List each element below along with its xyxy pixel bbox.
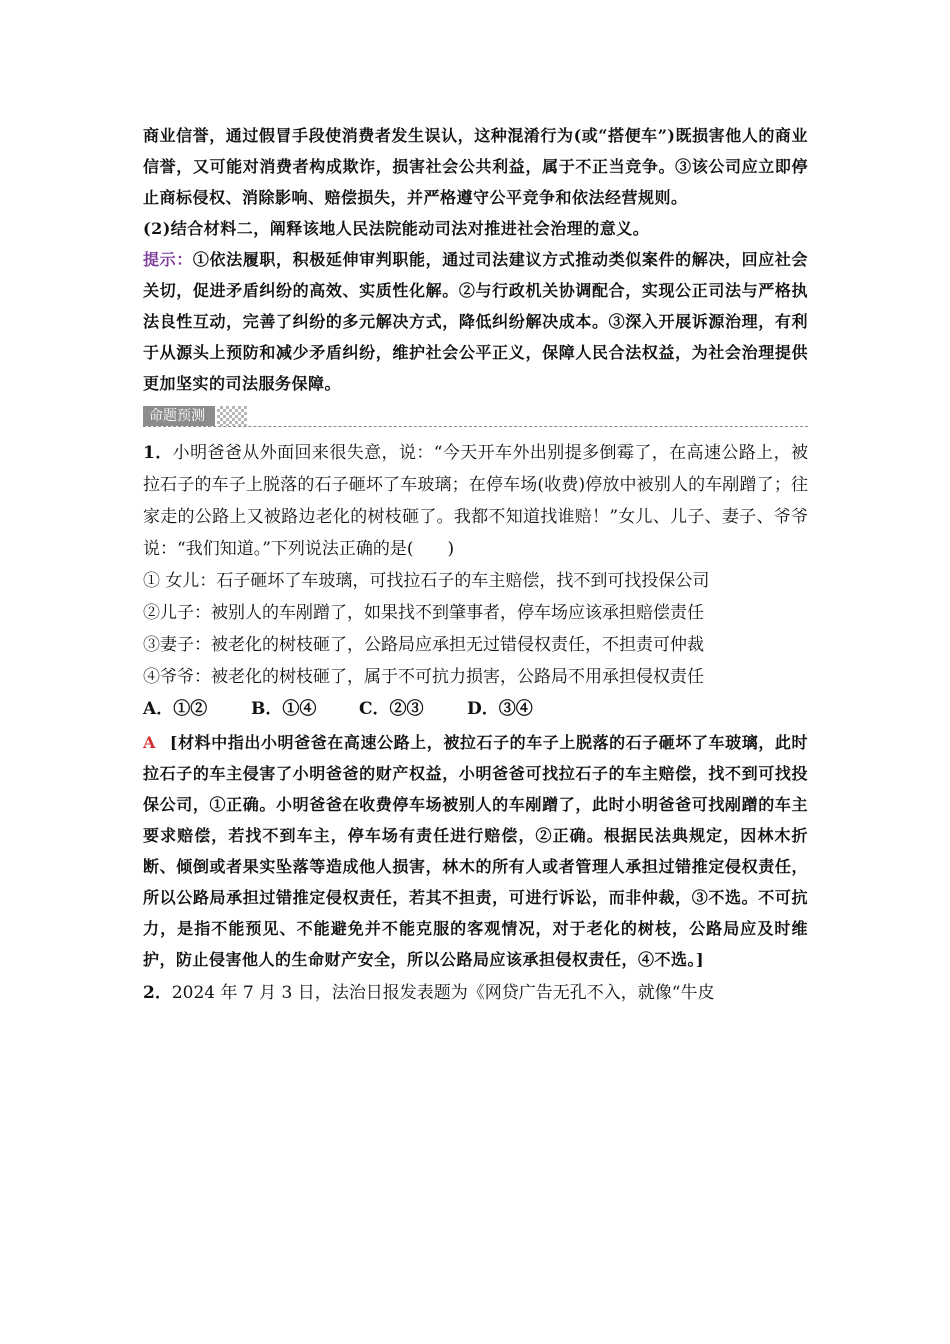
choice-d: D．③④: [467, 699, 533, 719]
section-header: [143, 405, 808, 427]
question-number: 1．: [143, 443, 173, 463]
answer-letter: A: [143, 733, 156, 752]
decorative-pattern-icon: [217, 406, 247, 426]
hint-label: 提示：: [143, 250, 193, 269]
hint-text: ①依法履职，积极延伸审判职能，通过司法建议方式推动类似案件的解决，回应社会关切，促进矛盾纠纷的高效、实质性化解。②与行政机关协调配合，实现公正司法与严格执法良性互动，完善了纠纷的多元解决方式，降低纠纷解决成本。③深入开展诉源治理，有利于从源头上预防和减少矛盾纠纷，维护社会公平正义，保障人民合法权益，为社会治理提供更加坚实的司法服务保障。: [143, 250, 808, 393]
question-1-stem: [143, 437, 808, 565]
statement-3: ③妻子：被老化的树枝砸了，公路局应承担无过错侵权责任，不担责可仲裁: [143, 635, 704, 655]
question-stem-text: 2024 年 7 月 3 日，法治日报发表题为《网贷广告无孔不入，就像“牛皮: [171, 983, 715, 1003]
explanation-text: [材料中指出小明爸爸在高速公路上，被拉石子的车子上脱落的石子砸坏了车玻璃，此时拉石子的车主侵害了小明爸爸的财产权益，小明爸爸可找拉石子的车主赔偿，找不到可找投保公司，①正确。小明爸爸在收费停车场被别人的车剐蹭了，此时小明爸爸可找剐蹭的车主要求赔偿，若找不到车主，停车场有责任进行赔偿，②正确。根据民法典规定，因林木折断、倾倒或者果实坠落等造成他人损害，林木的所有人或者管理人承担过错推定侵权责任，所以公路局承担过错推定侵权责任，若其不担责，可进行诉讼，而非仲裁，③不选。不可抗力，是指不能预见、不能避免并不能克服的客观情况，对于老化的树枝，公路局应及时维护，防止侵害他人的生命财产安全，所以公路局应该承担侵权责任，④不选。]: [143, 733, 808, 969]
answer-choices: [143, 693, 808, 725]
section-badge: 命题预测: [143, 406, 215, 426]
choice-a: A．①②: [143, 699, 208, 719]
statement-2: ②儿子：被别人的车剐蹭了，如果找不到肇事者，停车场应该承担赔偿责任: [143, 603, 704, 623]
dashed-divider: [143, 426, 808, 427]
answer-explanation: [143, 727, 808, 975]
statement-4: ④爷爷：被老化的树枝砸了，属于不可抗力损害，公路局不用承担侵权责任: [143, 667, 704, 687]
sub-question-2: (2)结合材料二，阐释该地人民法院能动司法对推进社会治理的意义。: [143, 219, 650, 238]
choice-c: C．②③: [359, 699, 424, 719]
question-2-stem: [143, 977, 808, 1009]
choice-b: B．①④: [251, 699, 317, 719]
document-page: [143, 120, 808, 1009]
statement-1: ① 女儿：石子砸坏了车玻璃，可找拉石子的车主赔偿，找不到可找投保公司: [143, 571, 710, 591]
hint-paragraph: [143, 244, 808, 399]
question-stem-text: 小明爸爸从外面回来很失意，说：“今天开车外出别提多倒霉了，在高速公路上，被拉石子的车子上脱落的石子砸坏了车玻璃；在停车场(收费)停放中被别人的车剐蹭了；往家走的公路上又被路边老化的树枝砸了。我都不知道找谁赔！”女儿、儿子、妻子、爷爷说：“我们知道。”下列说法正确的是( ): [143, 443, 808, 559]
continued-answer-text: 商业信誉，通过假冒手段使消费者发生误认，这种混淆行为(或“搭便车”)既损害他人的商业信誉，又可能对消费者构成欺诈，损害社会公共利益，属于不正当竞争。③该公司应立即停止商标侵权、消除影响、赔偿损失，并严格遵守公平竞争和依法经营规则。: [143, 126, 808, 207]
question-number: 2．: [143, 983, 172, 1003]
